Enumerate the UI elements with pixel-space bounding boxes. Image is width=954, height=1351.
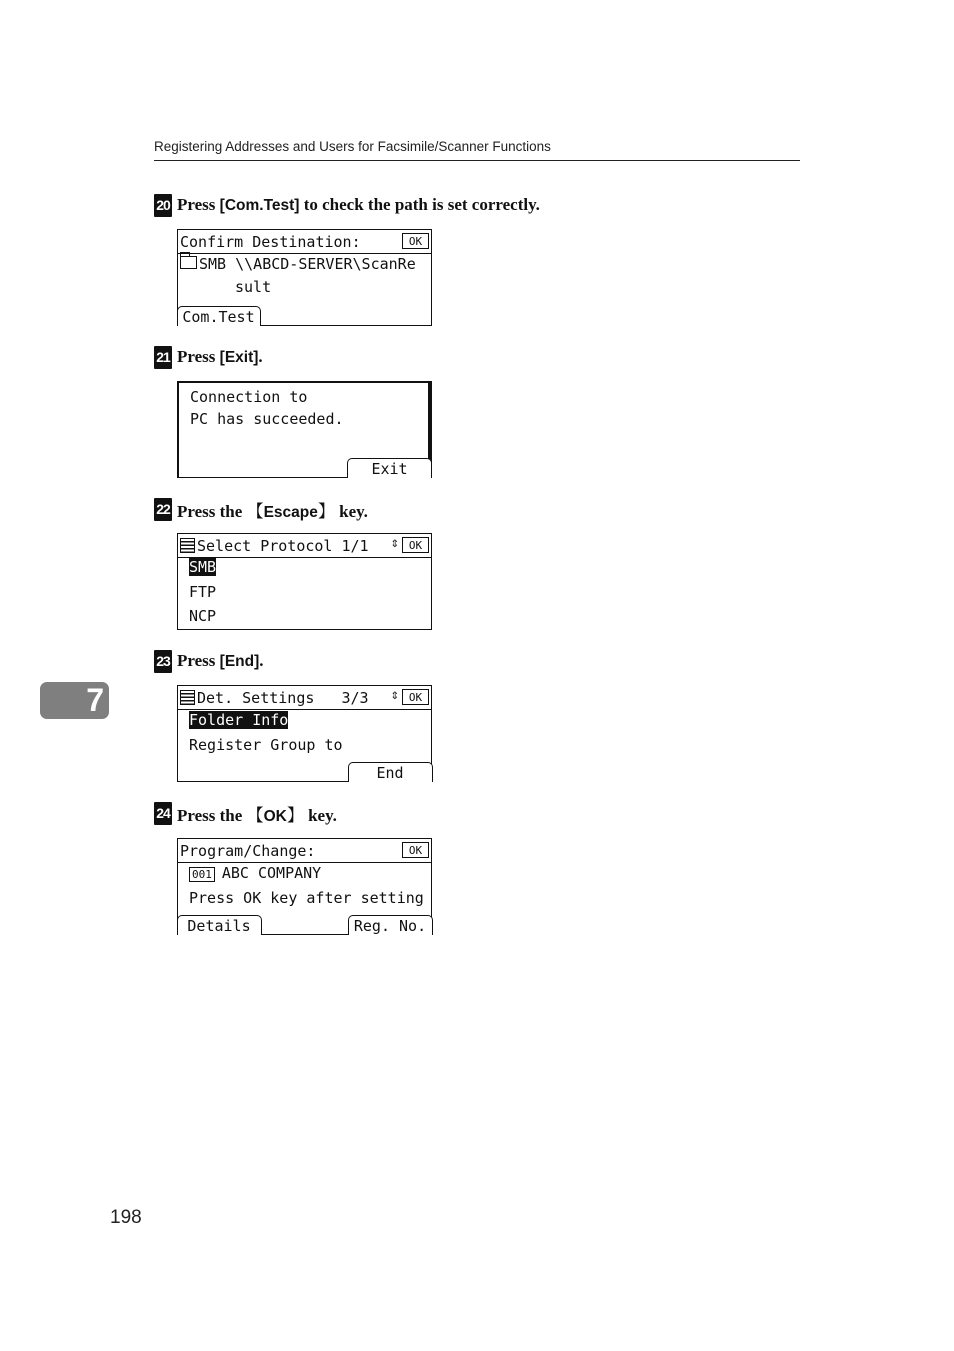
step-24 <box>154 800 337 826</box>
lcd-path-line: SMB \\ABCD-SERVER\ScanRe <box>180 255 416 273</box>
com-test-button[interactable]: Com.Test <box>177 306 261 326</box>
running-title: Registering Addresses and Users for Facsimile/Scanner Functions <box>154 139 551 154</box>
running-header <box>154 139 800 161</box>
protocol-option-ftp[interactable]: FTP <box>189 583 217 601</box>
step-instruction: Press [Com.Test] to check the path is set correctly. <box>177 195 540 214</box>
key-ok: OK <box>263 807 287 825</box>
lcd-title-bar <box>178 534 431 558</box>
lcd-connection-result <box>177 381 432 478</box>
step-instruction: Press the 【Escape】 key. <box>177 501 368 522</box>
reg-no-button[interactable]: Reg. No. <box>348 915 433 935</box>
lcd-title: Confirm Destination: <box>180 232 361 251</box>
key-com-test: [Com.Test] <box>219 197 300 214</box>
chapter-tab: 7 <box>40 682 109 719</box>
lcd-hint-line: Press OK key after setting <box>189 889 424 907</box>
ok-icon: OK <box>402 537 429 553</box>
step-21 <box>154 344 263 370</box>
lcd-message-line-1: Connection to <box>190 388 308 406</box>
key-exit: [Exit] <box>219 349 259 366</box>
protocol-option-smb[interactable]: SMB <box>189 558 217 576</box>
step-instruction: Press [Exit]. <box>177 347 263 366</box>
lcd-title-bar <box>178 839 431 863</box>
lcd-entry-line: 001 ABC COMPANY <box>189 864 321 882</box>
step-20 <box>154 192 540 218</box>
lcd-title-bar <box>178 230 431 254</box>
key-escape: Escape <box>263 503 318 521</box>
list-icon <box>180 690 195 705</box>
lcd-title: Program/Change: <box>180 841 316 860</box>
step-22 <box>154 496 368 522</box>
ok-icon: OK <box>402 689 429 705</box>
page-number: 198 <box>110 1207 142 1228</box>
setting-folder-info[interactable]: Folder Info <box>189 711 289 729</box>
details-button[interactable]: Details <box>177 915 262 935</box>
lcd-select-protocol <box>177 533 432 630</box>
list-icon <box>180 538 195 553</box>
lcd-title-bar <box>178 686 431 710</box>
lcd-title: Det. Settings 3/3 <box>197 688 369 707</box>
lcd-det-settings <box>177 685 432 782</box>
lcd-confirm-destination <box>177 229 432 326</box>
step-23 <box>154 648 264 674</box>
setting-register-group[interactable]: Register Group to <box>189 736 343 754</box>
scroll-updown-icon: ⇕ <box>390 687 399 703</box>
lcd-title: Select Protocol 1/1 <box>197 536 369 555</box>
lcd-path-continued: sult <box>235 278 272 296</box>
lcd-program-change <box>177 838 432 935</box>
protocol-option-ncp[interactable]: NCP <box>189 607 217 625</box>
step-number: 23 <box>154 650 172 673</box>
lcd-message-line-2: PC has succeeded. <box>190 410 344 428</box>
step-number: 22 <box>154 498 172 521</box>
key-end: [End] <box>219 653 260 670</box>
step-instruction: Press [End]. <box>177 651 264 670</box>
registration-number: 001 <box>189 867 215 882</box>
end-button[interactable]: End <box>348 762 433 782</box>
exit-button[interactable]: Exit <box>347 458 432 478</box>
step-number: 24 <box>154 802 172 825</box>
step-number: 21 <box>154 346 172 369</box>
ok-icon: OK <box>402 842 429 858</box>
step-number: 20 <box>154 194 172 217</box>
scroll-updown-icon: ⇕ <box>390 535 399 551</box>
step-instruction: Press the 【OK】 key. <box>177 805 337 826</box>
folder-icon <box>180 256 197 269</box>
ok-icon: OK <box>402 233 429 249</box>
